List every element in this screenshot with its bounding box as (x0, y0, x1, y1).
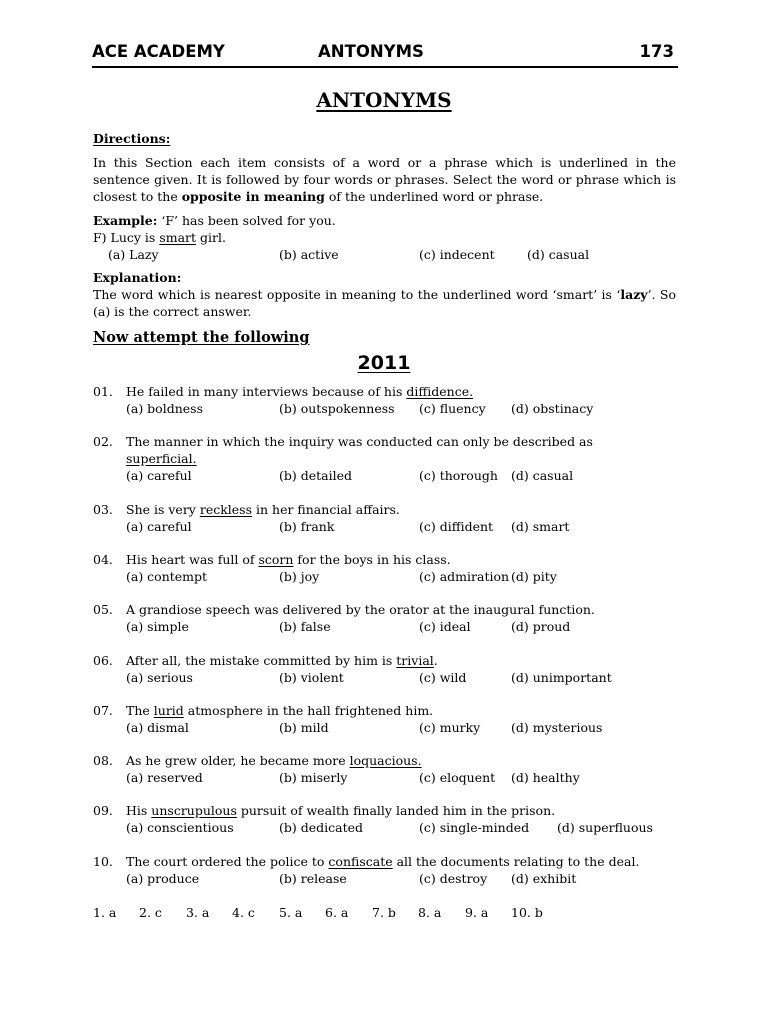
option-b: (b) joy (279, 569, 320, 584)
option-b: (b) outspokenness (279, 401, 395, 416)
example-line (93, 212, 336, 229)
option-d: (d) casual (511, 468, 574, 483)
stem-text: As he grew older, he became more (126, 753, 350, 768)
stem-text: The court ordered the police to (126, 854, 329, 869)
stem-text-after: in her financial affairs. (252, 502, 400, 517)
stem-text: His heart was full of (126, 552, 259, 567)
underlined-word: unscrupulous (151, 803, 237, 818)
question-number: 04. (93, 552, 113, 567)
underlined-word: superficial. (126, 451, 197, 466)
year-heading: 2011 (357, 352, 411, 374)
stem-text-after: for the boys in his class. (293, 552, 451, 567)
page-title: ANTONYMS (316, 88, 452, 112)
stem-text: His (126, 803, 152, 818)
option-a: (a) produce (126, 871, 200, 886)
option-a: (a) careful (126, 519, 192, 534)
question-number: 03. (93, 502, 113, 517)
answer-key-item: 1. a (93, 905, 117, 920)
header-center: ANTONYMS (318, 42, 424, 61)
stem-text-after: all the documents relating to the deal. (392, 854, 640, 869)
option-b: (b) mild (279, 720, 329, 735)
option-d: (d) obstinacy (511, 401, 594, 416)
question-number: 01. (93, 384, 113, 399)
option-d: (d) superfluous (557, 820, 653, 835)
option-d: (d) pity (511, 569, 557, 584)
answer-key-item: 4. c (232, 905, 255, 920)
question-item (93, 853, 683, 893)
question-stem (126, 702, 433, 719)
example-sentence-pre: F) Lucy is (93, 230, 160, 245)
answer-key-item: 5. a (279, 905, 303, 920)
option-c: (c) admiration (419, 569, 510, 584)
question-item (93, 433, 683, 491)
example-sentence-post: girl. (196, 230, 226, 245)
option-a: (a) careful (126, 468, 192, 483)
underlined-word: confiscate (328, 854, 393, 869)
option-a: (a) serious (126, 670, 193, 685)
stem-text: She is very (126, 502, 200, 517)
option-d: (d) smart (511, 519, 570, 534)
underlined-word: loquacious. (349, 753, 422, 768)
example-text: ‘F’ has been solved for you. (157, 213, 336, 228)
example-option-d: (d) casual (527, 247, 590, 262)
option-c: (c) murky (419, 720, 481, 735)
option-d: (d) proud (511, 619, 571, 634)
answer-key-item: 9. a (465, 905, 489, 920)
option-b: (b) miserly (279, 770, 348, 785)
page-number: 173 (639, 42, 674, 61)
question-stem (126, 652, 438, 669)
question-item (93, 501, 683, 541)
option-d: (d) mysterious (511, 720, 603, 735)
directions-text-1: In this Section each item consists of a word or a phrase which is underlined in the sentence given. It is followed by four words or phrases. Select the word or phrase which is closest to the (93, 155, 676, 204)
underlined-word: scorn (258, 552, 294, 567)
question-item (93, 802, 683, 842)
explanation-heading: Explanation: (93, 270, 182, 285)
option-d: (d) exhibit (511, 871, 577, 886)
option-b: (b) false (279, 619, 331, 634)
running-header (92, 42, 676, 64)
underlined-word: diffidence. (406, 384, 474, 399)
stem-text-after: atmosphere in the hall frightened him. (183, 703, 434, 718)
option-b: (b) dedicated (279, 820, 364, 835)
option-d: (d) healthy (511, 770, 580, 785)
option-c: (c) single-minded (419, 820, 530, 835)
attempt-heading: Now attempt the following (93, 329, 310, 346)
underlined-word: reckless (199, 502, 253, 517)
question-item (93, 551, 683, 591)
option-c: (c) destroy (419, 871, 488, 886)
option-a: (a) conscientious (126, 820, 234, 835)
option-d: (d) unimportant (511, 670, 612, 685)
directions-heading: Directions: (93, 131, 171, 146)
option-c: (c) eloquent (419, 770, 496, 785)
question-stem: The manner in which the inquiry was conducted can only be described as (126, 434, 593, 449)
stem-text: The (126, 703, 154, 718)
answer-key-item: 7. b (372, 905, 396, 920)
example-option-a: (a) Lazy (108, 247, 159, 262)
answer-key-item: 2. c (139, 905, 162, 920)
question-stem: A grandiose speech was delivered by the orator at the inaugural function. (126, 602, 595, 617)
question-stem (126, 551, 451, 568)
question-stem (126, 383, 473, 400)
option-b: (b) detailed (279, 468, 352, 483)
explanation-text-bold: lazy (620, 287, 648, 302)
answer-key-item: 3. a (186, 905, 210, 920)
question-stem (126, 752, 422, 769)
directions-text-2: of the underlined word or phrase. (324, 189, 544, 204)
explanation-text (93, 286, 676, 320)
option-a: (a) dismal (126, 720, 189, 735)
explanation-text-1: The word which is nearest opposite in meaning to the underlined word ‘smart’ is ‘ (93, 287, 621, 302)
question-number: 08. (93, 753, 113, 768)
underlined-word: trivial (396, 653, 434, 668)
option-c: (c) ideal (419, 619, 471, 634)
explanation-text-2: ’. So (a) is the correct answer. (93, 287, 676, 319)
question-item (93, 383, 683, 423)
answer-key-item: 8. a (418, 905, 442, 920)
question-number: 09. (93, 803, 113, 818)
question-item (93, 702, 683, 742)
question-stem (126, 853, 639, 870)
option-b: (b) violent (279, 670, 344, 685)
header-left: ACE ACADEMY (92, 42, 225, 61)
example-label: Example: (93, 213, 158, 228)
question-number: 02. (93, 434, 113, 449)
example-option-c: (c) indecent (419, 247, 495, 262)
question-number: 05. (93, 602, 113, 617)
question-item (93, 652, 683, 692)
example-underlined-word: smart (159, 230, 197, 245)
option-a: (a) contempt (126, 569, 208, 584)
question-number: 10. (93, 854, 113, 869)
question-stem (126, 802, 555, 819)
question-item (93, 601, 683, 641)
question-item (93, 752, 683, 792)
option-b: (b) frank (279, 519, 335, 534)
option-a: (a) simple (126, 619, 189, 634)
stem-text: He failed in many interviews because of his (126, 384, 407, 399)
option-c: (c) wild (419, 670, 467, 685)
stem-text-after: . (433, 653, 438, 668)
option-a: (a) boldness (126, 401, 203, 416)
option-c: (c) fluency (419, 401, 486, 416)
stem-text-after: pursuit of wealth finally landed him in the prison. (236, 803, 556, 818)
example-sentence (93, 229, 226, 246)
option-a: (a) reserved (126, 770, 203, 785)
option-c: (c) thorough (419, 468, 498, 483)
option-c: (c) diffident (419, 519, 494, 534)
answer-key-item: 10. b (511, 905, 543, 920)
option-b: (b) release (279, 871, 347, 886)
directions-text-bold: opposite in meaning (181, 189, 325, 204)
question-number: 07. (93, 703, 113, 718)
answer-key-item: 6. a (325, 905, 349, 920)
question-stem (126, 501, 400, 518)
example-option-b: (b) active (279, 247, 339, 262)
header-rule (92, 66, 678, 68)
directions-text (93, 154, 676, 205)
underlined-word: lurid (153, 703, 184, 718)
stem-text: After all, the mistake committed by him is (126, 653, 397, 668)
question-number: 06. (93, 653, 113, 668)
